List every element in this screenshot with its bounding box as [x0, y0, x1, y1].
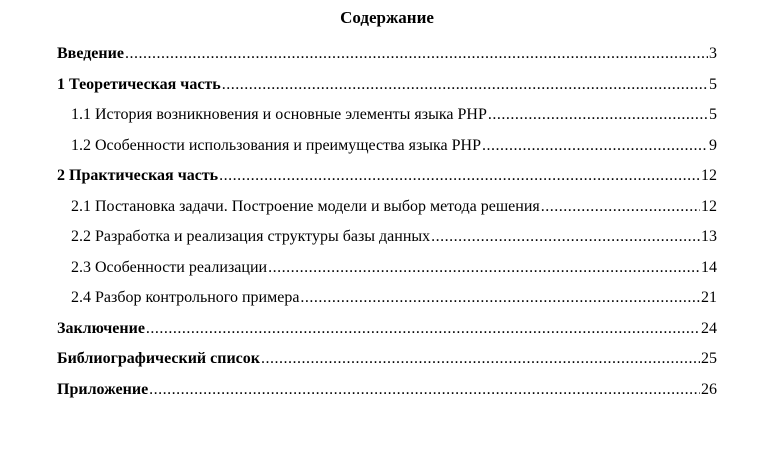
toc-entry-page: 13 [701, 228, 717, 245]
toc-entry-label: 1.1 История возникновения и основные элементы языка PHP [71, 106, 487, 123]
toc-entry-label: 2.3 Особенности реализации [71, 258, 268, 276]
toc-entry-practical-part[interactable] [57, 167, 717, 198]
toc-entry-bibliography[interactable] [57, 350, 717, 381]
dot-leader [222, 76, 708, 94]
dot-leader [482, 137, 708, 155]
toc-entry-page: 5 [709, 106, 717, 123]
toc-title: Содержание [340, 8, 434, 27]
toc-entry-page: 5 [709, 75, 717, 93]
toc-entry-page: 25 [701, 350, 717, 367]
toc-entry-2-2[interactable] [57, 228, 717, 259]
toc-entry-2-1[interactable] [57, 198, 717, 229]
toc-entry-page: 24 [701, 319, 717, 337]
toc-entry-theoretical-part[interactable] [57, 76, 717, 107]
toc-entry-page: 12 [701, 197, 717, 215]
toc-entry-conclusion[interactable] [57, 320, 717, 351]
toc-entry-page: 12 [701, 167, 717, 184]
toc-entry-label: 1 Теоретическая часть [57, 75, 221, 93]
toc-entry-page: 9 [709, 136, 717, 154]
dot-leader [149, 381, 700, 399]
toc-entry-label: 2.4 Разбор контрольного примера [71, 289, 300, 306]
toc-entry-label: Приложение [57, 380, 149, 398]
dot-leader [261, 350, 700, 368]
toc-entry-page: 21 [701, 289, 717, 306]
toc-entry-1-1[interactable] [57, 106, 717, 137]
toc-entry-page: 14 [701, 258, 717, 276]
dot-leader [268, 259, 700, 277]
dot-leader [125, 45, 708, 63]
toc-entry-label: 2 Практическая часть [57, 167, 219, 184]
toc-list [57, 45, 717, 411]
toc-entry-label: 1.2 Особенности использования и преимущества языка PHP [71, 136, 482, 154]
dot-leader [219, 167, 700, 185]
dot-leader [431, 228, 700, 246]
toc-entry-2-3[interactable] [57, 259, 717, 290]
toc-entry-label: 2.2 Разработка и реализация структуры базы данных [71, 228, 431, 245]
toc-entry-2-4[interactable] [57, 289, 717, 320]
toc-entry-label: 2.1 Постановка задачи. Построение модели и выбор метода решения [71, 197, 540, 215]
toc-entry-1-2[interactable] [57, 137, 717, 168]
toc-entry-page: 26 [701, 380, 717, 398]
toc-entry-introduction[interactable] [57, 45, 717, 76]
toc-entry-appendix[interactable] [57, 381, 717, 412]
toc-entry-page: 3 [709, 45, 717, 62]
dot-leader [146, 320, 700, 338]
toc-entry-label: Введение [57, 45, 124, 62]
dot-leader [488, 106, 708, 124]
dot-leader [541, 198, 700, 216]
dot-leader [300, 289, 700, 307]
toc-entry-label: Заключение [57, 319, 145, 337]
toc-entry-label: Библиографический список [57, 350, 260, 367]
